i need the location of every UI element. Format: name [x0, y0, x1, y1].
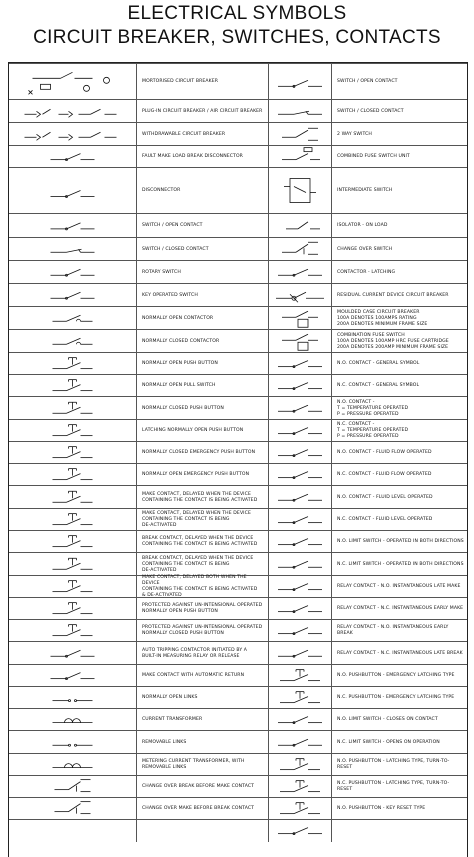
push-icon: [269, 776, 331, 798]
right-symbol-description: RELAY CONTACT - N.O. INSTANTANEOUS LATE MAKE: [337, 584, 461, 589]
right-symbol-cell: [269, 509, 332, 531]
right-symbol-cell: [269, 486, 332, 509]
right-description-cell: [332, 665, 467, 687]
left-symbol-description: CHANGE OVER BREAK BEFORE MAKE CONTACT: [142, 784, 255, 789]
right-symbol-cell: [269, 330, 332, 353]
right-description-cell: [332, 238, 467, 261]
right-symbol-cell: [269, 442, 332, 464]
table-row: [9, 306, 467, 330]
left-symbol-cell: [9, 442, 137, 464]
right-description-cell: [332, 420, 467, 442]
right-symbol-description: SWITCH / OPEN CONTACT: [337, 79, 398, 84]
fuseswitch-icon: [269, 146, 331, 168]
table-row: [9, 283, 467, 307]
mccb-icon: [269, 330, 331, 353]
mccb-icon: [269, 307, 331, 330]
table-row: [9, 708, 467, 731]
switch-icon: [9, 146, 136, 168]
left-description-cell: [137, 123, 269, 146]
right-symbol-cell: [269, 598, 332, 620]
right-description-cell: [332, 442, 467, 464]
push-icon: [9, 353, 136, 375]
left-description-cell: [137, 238, 269, 261]
left-symbol-cell: [9, 214, 137, 238]
push-icon: [9, 375, 136, 397]
table-row: [9, 145, 467, 168]
right-symbol-description: N.C. CONTACT - FLUID LEVEL OPERATED: [337, 517, 433, 522]
table-row: [9, 508, 467, 531]
right-symbol-cell: [269, 64, 332, 100]
right-symbol-cell: [269, 353, 332, 375]
right-description-cell: [332, 620, 467, 642]
table-row: [9, 619, 467, 642]
left-description-cell: [137, 665, 269, 687]
left-symbol-description: PLUG-IN CIRCUIT BREAKER / AIR CIRCUIT BREAKER: [142, 108, 263, 114]
table-row: [9, 485, 467, 509]
left-description-cell: [137, 330, 269, 353]
push-icon: [9, 553, 136, 576]
right-description-cell: [332, 486, 467, 509]
intermediate-icon: [269, 168, 331, 214]
table-row: [9, 641, 467, 665]
left-symbol-description: CURRENT TRANSFORMER: [142, 717, 203, 722]
symbols-table: [8, 62, 468, 857]
left-symbol-description: BREAK CONTACT, DELAYED WHEN THE DEVICE CONTAINING THE CONTACT IS BEING DE-ACTIVATED: [142, 555, 254, 573]
left-description-cell: [137, 214, 269, 238]
left-symbol-description: LATCHING NORMALLY OPEN PUSH BUTTON: [142, 428, 244, 433]
table-row: [9, 396, 467, 420]
left-description-cell: [137, 100, 269, 123]
right-symbol-description: RELAY CONTACT - N.O. INSTANTANEOUS EARLY BREAK: [337, 625, 449, 636]
right-symbol-description: N.O. PUSHBUTTON - EMERGENCY LATCHING TYPE: [337, 673, 455, 678]
table-row: [9, 441, 467, 464]
left-symbol-description: NORMALLY OPEN LINKS: [142, 695, 198, 700]
switch-icon: [269, 64, 331, 100]
acb-icon: [9, 64, 136, 100]
right-description-cell: [332, 284, 467, 307]
left-description-cell: [137, 820, 269, 842]
right-symbol-cell: [269, 642, 332, 665]
left-symbol-cell: [9, 100, 137, 123]
left-symbol-description: NORMALLY OPEN CONTACTOR: [142, 315, 214, 321]
right-symbol-description: N.C. PUSHBUTTON - EMERGENCY LATCHING TYPE: [337, 695, 455, 700]
left-symbol-cell: [9, 464, 137, 486]
isolator-icon: [269, 214, 331, 238]
right-symbol-cell: [269, 553, 332, 576]
left-symbol-description: MAKE CONTACT, DELAYED WHEN THE DEVICE CONTAINING THE CONTACT IS BEING DE-ACTIVATED: [142, 511, 251, 528]
table-row: [9, 122, 467, 146]
table-row: [9, 753, 467, 776]
right-symbol-description: N.O. PUSHBUTTON - KEY RESET TYPE: [337, 806, 426, 811]
left-symbol-cell: [9, 146, 137, 168]
left-description-cell: [137, 420, 269, 442]
right-description-cell: [332, 754, 467, 776]
left-symbol-cell: [9, 353, 137, 375]
right-symbol-cell: [269, 776, 332, 798]
switch-icon: [269, 820, 331, 842]
push-icon: [9, 486, 136, 509]
right-description-cell: [332, 168, 467, 214]
left-description-cell: [137, 731, 269, 754]
changeover-icon: [9, 776, 136, 798]
table-row: [9, 664, 467, 687]
switchc-icon: [9, 238, 136, 261]
right-description-cell: [332, 464, 467, 486]
push-icon: [9, 598, 136, 620]
right-symbol-description: RESIDUAL CURRENT DEVICE CIRCUIT BREAKER: [337, 292, 449, 298]
left-symbol-cell: [9, 576, 137, 598]
left-symbol-cell: [9, 798, 137, 820]
left-symbol-description: MORTORISED CIRCUIT BREAKER: [142, 79, 219, 84]
right-description-cell: [332, 531, 467, 553]
left-symbol-description: AUTO TRIPPING CONTACTOR INITIATED BY A BUILT-IN MEASURING RELAY OR RELEASE: [142, 647, 248, 659]
right-symbol-cell: [269, 665, 332, 687]
switch-icon: [269, 261, 331, 284]
left-description-cell: [137, 531, 269, 553]
left-symbol-cell: [9, 238, 137, 261]
right-symbol-cell: [269, 798, 332, 820]
switch-icon: [269, 353, 331, 375]
right-symbol-description: 2 WAY SWITCH: [337, 131, 372, 137]
table-row: [9, 99, 467, 123]
table-row: [9, 260, 467, 284]
right-symbol-description: N.C. CONTACT - T = TEMPERATURE OPERATED P = PRESSURE OPERATED: [337, 422, 409, 439]
left-symbol-cell: [9, 665, 137, 687]
left-description-cell: [137, 620, 269, 642]
right-description-cell: [332, 353, 467, 375]
right-description-cell: [332, 709, 467, 731]
left-symbol-description: PROTECTED AGAINST UN-INTENSIONAL OPERATED NORMALLY CLOSED PUSH BUTTON: [142, 625, 263, 636]
twoway-icon: [269, 123, 331, 146]
left-symbol-description: METERING CURRENT TRANSFORMER, WITH REMOVABLE LINKS: [142, 759, 245, 770]
left-symbol-description: MAKE CONTACT, DELAYED WHEN THE DEVICE CONTAINING THE CONTACT IS BEING ACTIVATED: [142, 491, 258, 503]
left-symbol-description: DISCONNECTOR: [142, 188, 181, 193]
right-symbol-description: SWITCH / CLOSED CONTACT: [337, 108, 404, 114]
right-symbol-description: N.O. CONTACT - T = TEMPERATURE OPERATED P = PRESSURE OPERATED: [337, 399, 409, 417]
right-symbol-cell: [269, 261, 332, 284]
right-symbol-cell: [269, 123, 332, 146]
left-description-cell: [137, 509, 269, 531]
push-icon: [9, 531, 136, 553]
left-symbol-description: CHANGE OVER MAKE BEFORE BREAK CONTACT: [142, 806, 255, 811]
right-description-cell: [332, 776, 467, 798]
left-symbol-description: ROTARY SWITCH: [142, 269, 181, 275]
left-symbol-cell: [9, 731, 137, 754]
switch-icon: [269, 420, 331, 442]
right-description-cell: [332, 64, 467, 100]
left-description-cell: [137, 709, 269, 731]
switch-icon: [269, 709, 331, 731]
right-symbol-cell: [269, 731, 332, 754]
table-row: [9, 597, 467, 620]
left-symbol-description: NORMALLY CLOSED PUSH BUTTON: [142, 405, 224, 411]
left-symbol-description: MAKE CONTACT, DELAYED BOTH WHEN THE DEVICE CONTAINING THE CONTACT IS BEING ACTIVATED & DE-ACTIVATED: [142, 575, 258, 598]
right-symbol-cell: [269, 238, 332, 261]
table-row: [9, 819, 467, 842]
left-symbol-description: PROTECTED AGAINST UN-INTENSIONAL OPERATED NORMALLY OPEN PUSH BUTTON: [142, 603, 263, 614]
right-symbol-description: RELAY CONTACT - N.C. INSTANTANEOUS EARLY MAKE: [337, 606, 464, 611]
left-symbol-cell: [9, 397, 137, 420]
left-symbol-cell: [9, 261, 137, 284]
table-row: [9, 552, 467, 576]
left-symbol-description: MAKE CONTACT WITH AUTOMATIC RETURN: [142, 673, 245, 678]
switch-icon: [269, 553, 331, 576]
right-symbol-description: N.C. CONTACT - FLUID FLOW OPERATED: [337, 472, 432, 477]
right-symbol-cell: [269, 820, 332, 842]
left-symbol-description: NORMALLY OPEN EMERGENCY PUSH BUTTON: [142, 472, 250, 477]
right-symbol-description: N.O. CONTACT - FLUID FLOW OPERATED: [337, 450, 432, 455]
left-symbol-description: SWITCH / OPEN CONTACT: [142, 223, 203, 228]
right-symbol-cell: [269, 214, 332, 238]
right-symbol-description: N.O. LIMIT SWITCH - OPERATED IN BOTH DIRECTIONS: [337, 539, 464, 544]
right-description-cell: [332, 375, 467, 397]
right-description-cell: [332, 598, 467, 620]
changeover-icon: [269, 238, 331, 261]
left-symbol-cell: [9, 642, 137, 665]
right-symbol-cell: [269, 464, 332, 486]
table-row: [9, 374, 467, 397]
left-symbol-description: FAULT MAKE LOAD BREAK DISCONNECTOR: [142, 154, 243, 159]
push-icon: [9, 509, 136, 531]
table-row: [9, 775, 467, 798]
left-symbol-cell: [9, 776, 137, 798]
right-description-cell: [332, 330, 467, 353]
switch-icon: [269, 531, 331, 553]
right-description-cell: [332, 687, 467, 709]
rcd-icon: [269, 284, 331, 307]
left-symbol-description: BREAK CONTACT, DELAYED WHEN THE DEVICE CONTAINING THE CONTACT IS BEING ACTIVATED: [142, 536, 258, 547]
left-description-cell: [137, 598, 269, 620]
left-symbol-cell: [9, 509, 137, 531]
table-row: [9, 213, 467, 238]
right-symbol-cell: [269, 284, 332, 307]
right-description-cell: [332, 307, 467, 330]
right-symbol-cell: [269, 420, 332, 442]
left-symbol-cell: [9, 820, 137, 842]
left-description-cell: [137, 353, 269, 375]
contactor-icon: [9, 307, 136, 330]
links-icon: [9, 687, 136, 709]
right-symbol-cell: [269, 576, 332, 598]
left-symbol-cell: [9, 307, 137, 330]
right-symbol-cell: [269, 146, 332, 168]
left-description-cell: [137, 798, 269, 820]
switch-icon: [269, 375, 331, 397]
table-row: [9, 575, 467, 598]
left-symbol-cell: [9, 620, 137, 642]
switch-icon: [269, 731, 331, 754]
right-symbol-description: ISOLATOR - ON LOAD: [337, 223, 388, 228]
table-row: [9, 797, 467, 820]
right-symbol-cell: [269, 375, 332, 397]
right-symbol-description: N.O. PUSHBUTTON - LATCHING TYPE, TURN-TO-RESET: [337, 759, 450, 770]
left-symbol-cell: [9, 64, 137, 100]
table-row: [9, 352, 467, 375]
right-symbol-description: MOULDED CASE CIRCUIT BREAKER 100A DENOTES 100AMPS RATING 200A DENOTES MINIMUM FRAME SIZE: [337, 309, 428, 327]
switch-icon: [9, 261, 136, 284]
right-symbol-description: COMBINATION FUSE SWITCH 100A DENOTES 100AMP HRC FUSE CARTRIDGE 200A DENOTES 200AMP MINIMUM FRAME SIZE: [337, 332, 449, 350]
switch-icon: [269, 486, 331, 509]
ct-icon: [9, 754, 136, 776]
right-symbol-description: CONTACTOR - LATCHING: [337, 269, 396, 275]
left-description-cell: [137, 442, 269, 464]
page-title-line-2: CIRCUIT BREAKER, SWITCHES, CONTACTS: [33, 27, 441, 48]
left-description-cell: [137, 553, 269, 576]
left-symbol-description: KEY OPERATED SWITCH: [142, 292, 198, 298]
disconn-icon: [9, 168, 136, 214]
links-icon: [9, 731, 136, 754]
right-description-cell: [332, 100, 467, 123]
switch-icon: [269, 509, 331, 531]
left-description-cell: [137, 754, 269, 776]
left-symbol-description: NORMALLY CLOSED CONTACTOR: [142, 338, 220, 344]
push-icon: [9, 397, 136, 420]
left-symbol-description: NORMALLY CLOSED EMERGENCY PUSH BUTTON: [142, 450, 256, 455]
right-symbol-cell: [269, 709, 332, 731]
left-symbol-cell: [9, 284, 137, 307]
right-description-cell: [332, 731, 467, 754]
left-description-cell: [137, 642, 269, 665]
right-symbol-description: RELAY CONTACT - N.C. INSTANTANEOUS LATE BREAK: [337, 650, 463, 656]
plugin-icon: [9, 100, 136, 123]
left-symbol-description: REMOVABLE LINKS: [142, 739, 187, 745]
table-row: [9, 686, 467, 709]
left-symbol-cell: [9, 687, 137, 709]
switch-icon: [269, 642, 331, 665]
left-symbol-cell: [9, 168, 137, 214]
push-icon: [9, 576, 136, 598]
right-symbol-cell: [269, 754, 332, 776]
right-symbol-description: N.C. PUSHBUTTON - LATCHING TYPE, TURN-TO-RESET: [337, 781, 450, 792]
left-description-cell: [137, 464, 269, 486]
push-icon: [9, 464, 136, 486]
left-description-cell: [137, 284, 269, 307]
switch-icon: [269, 442, 331, 464]
right-description-cell: [332, 509, 467, 531]
left-symbol-cell: [9, 598, 137, 620]
page-title-line-1: ELECTRICAL SYMBOLS: [127, 3, 347, 24]
switch-icon: [269, 576, 331, 598]
right-symbol-description: CHANGE OVER SWITCH: [337, 246, 393, 252]
left-description-cell: [137, 146, 269, 168]
switch-icon: [9, 665, 136, 687]
left-symbol-description: WITHDRAWABLE CIRCUIT BREAKER: [142, 131, 226, 137]
table-row: [9, 419, 467, 442]
right-description-cell: [332, 642, 467, 665]
right-symbol-description: COMBINED FUSE SWITCH UNIT: [337, 154, 410, 159]
left-symbol-cell: [9, 709, 137, 731]
right-description-cell: [332, 553, 467, 576]
right-symbol-description: N.O. LIMIT SWITCH - CLOSES ON CONTACT: [337, 717, 438, 722]
push-icon: [9, 442, 136, 464]
right-description-cell: [332, 146, 467, 168]
table-row: [9, 167, 467, 214]
left-symbol-cell: [9, 330, 137, 353]
right-description-cell: [332, 123, 467, 146]
right-symbol-description: N.O. CONTACT - GENERAL SYMBOL: [337, 361, 420, 366]
right-symbol-description: N.C. LIMIT SWITCH - OPENS ON OPERATION: [337, 739, 440, 745]
left-symbol-cell: [9, 123, 137, 146]
left-symbol-cell: [9, 553, 137, 576]
left-description-cell: [137, 307, 269, 330]
push-icon: [269, 798, 331, 820]
switch-icon: [269, 464, 331, 486]
right-symbol-cell: [269, 531, 332, 553]
right-symbol-cell: [269, 307, 332, 330]
switch-icon: [9, 284, 136, 307]
left-description-cell: [137, 261, 269, 284]
right-symbol-description: N.C. LIMIT SWITCH - OPERATED IN BOTH DIRECTIONS: [337, 561, 464, 567]
table-row: [9, 237, 467, 261]
right-description-cell: [332, 576, 467, 598]
right-symbol-cell: [269, 687, 332, 709]
table-row: [9, 463, 467, 486]
left-symbol-description: NORMALLY OPEN PUSH BUTTON: [142, 361, 218, 366]
left-symbol-description: SWITCH / CLOSED CONTACT: [142, 246, 209, 252]
right-description-cell: [332, 820, 467, 842]
left-description-cell: [137, 168, 269, 214]
table-row: [9, 63, 467, 100]
right-description-cell: [332, 261, 467, 284]
switch-icon: [9, 642, 136, 665]
switch-icon: [269, 397, 331, 420]
left-symbol-description: NORMALLY OPEN PULL SWITCH: [142, 383, 216, 388]
left-description-cell: [137, 397, 269, 420]
switchc-icon: [269, 100, 331, 123]
right-description-cell: [332, 798, 467, 820]
left-symbol-cell: [9, 754, 137, 776]
push-icon: [269, 687, 331, 709]
push-icon: [9, 620, 136, 642]
right-symbol-cell: [269, 168, 332, 214]
left-description-cell: [137, 64, 269, 100]
right-symbol-description: INTERMEDIATE SWITCH: [337, 188, 393, 193]
left-description-cell: [137, 486, 269, 509]
push-icon: [9, 420, 136, 442]
left-description-cell: [137, 576, 269, 598]
switch-icon: [269, 620, 331, 642]
table-row: [9, 530, 467, 553]
table-row: [9, 730, 467, 754]
right-symbol-cell: [269, 620, 332, 642]
changeover-icon: [9, 798, 136, 820]
switch-icon: [269, 598, 331, 620]
left-symbol-cell: [9, 375, 137, 397]
left-description-cell: [137, 375, 269, 397]
switch-icon: [9, 214, 136, 238]
left-description-cell: [137, 776, 269, 798]
left-description-cell: [137, 687, 269, 709]
left-symbol-cell: [9, 420, 137, 442]
right-description-cell: [332, 214, 467, 238]
ct-icon: [9, 709, 136, 731]
left-symbol-cell: [9, 486, 137, 509]
withdraw-icon: [9, 123, 136, 146]
right-description-cell: [332, 397, 467, 420]
contactor-icon: [9, 330, 136, 353]
push-icon: [269, 754, 331, 776]
left-symbol-cell: [9, 531, 137, 553]
table-row: [9, 329, 467, 353]
right-symbol-description: N.C. CONTACT - GENERAL SYMBOL: [337, 383, 420, 388]
right-symbol-description: N.O. CONTACT - FLUID LEVEL OPERATED: [337, 494, 433, 500]
push-icon: [269, 665, 331, 687]
right-symbol-cell: [269, 100, 332, 123]
right-symbol-cell: [269, 397, 332, 420]
